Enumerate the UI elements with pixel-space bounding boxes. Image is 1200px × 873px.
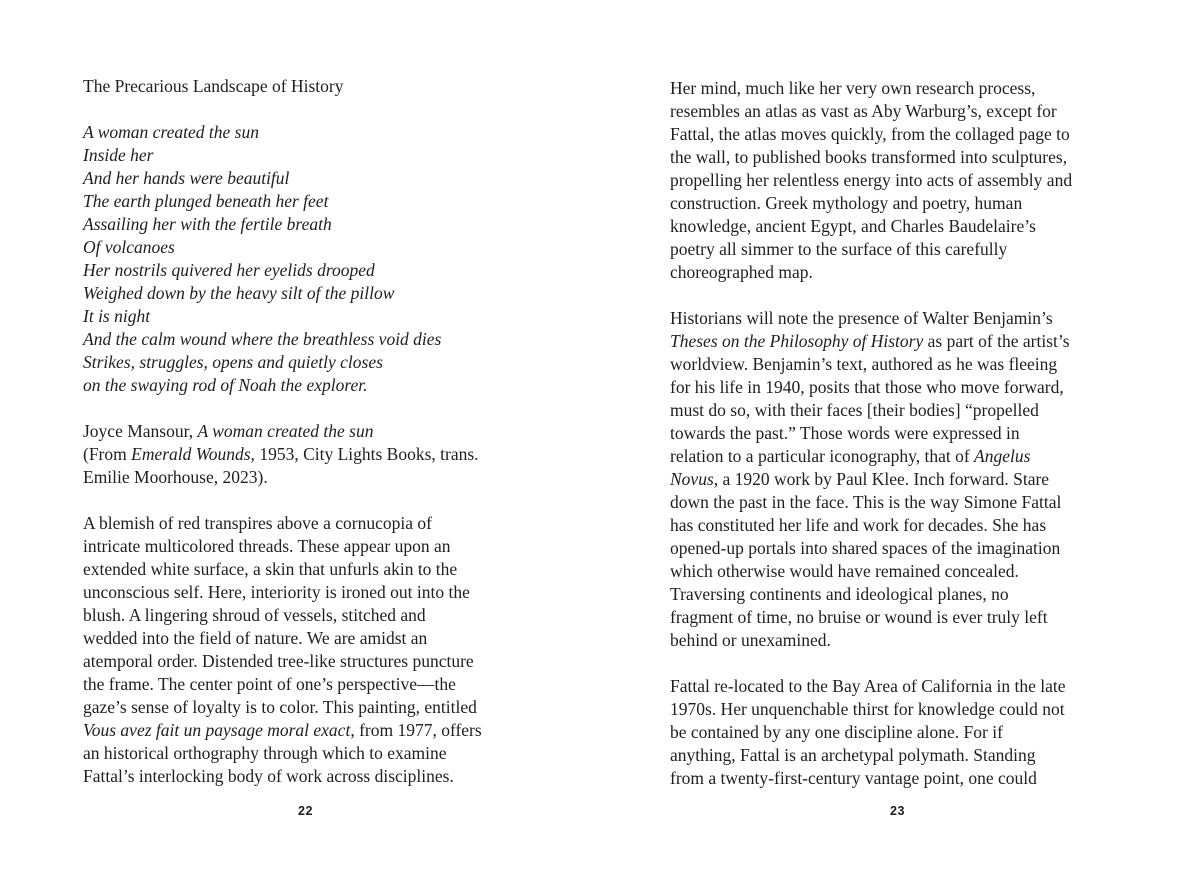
text-line bbox=[670, 767, 1150, 790]
text-segment: Inside her bbox=[83, 145, 154, 165]
text-segment: worldview. Benjamin’s text, authored as he was fleeing bbox=[670, 354, 1058, 374]
text-line bbox=[83, 121, 553, 144]
text-segment: Fattal’s interlocking body of work across disciplines. bbox=[83, 766, 454, 786]
text-segment: relation to a particular iconography, that of bbox=[670, 446, 975, 466]
text-line bbox=[83, 535, 553, 558]
text-segment: , from 1977, offers bbox=[350, 720, 482, 740]
text-line bbox=[83, 213, 553, 236]
text-line bbox=[670, 238, 1150, 261]
text-line bbox=[670, 353, 1150, 376]
text-line bbox=[670, 583, 1150, 606]
text-segment: (From bbox=[83, 444, 132, 464]
text-segment: knowledge, ancient Egypt, and Charles Baudelaire’s bbox=[670, 216, 1036, 236]
text-segment: Emerald Wounds, bbox=[131, 444, 255, 464]
text-line bbox=[670, 537, 1150, 560]
text-segment: Fattal re-located to the Bay Area of California in the late bbox=[670, 676, 1066, 696]
text-segment: And her hands were beautiful bbox=[83, 168, 290, 188]
text-line bbox=[670, 468, 1150, 491]
text-segment: must do so, with their faces [their bodies] “propelled bbox=[670, 400, 1039, 420]
text-line bbox=[83, 351, 553, 374]
chapter-title: The Precarious Landscape of History bbox=[83, 76, 344, 96]
right-page-text-column bbox=[670, 77, 1150, 790]
text-line bbox=[83, 558, 553, 581]
text-line bbox=[670, 192, 1150, 215]
text-segment: And the calm wound where the breathless void dies bbox=[83, 329, 442, 349]
text-line bbox=[670, 261, 1150, 284]
text-line bbox=[670, 629, 1150, 652]
right-body-paragraph-3 bbox=[670, 675, 1150, 790]
text-line bbox=[83, 443, 553, 466]
text-line bbox=[670, 215, 1150, 238]
text-segment: wedded into the field of nature. We are amidst an bbox=[83, 628, 428, 648]
text-line bbox=[670, 560, 1150, 583]
text-line bbox=[670, 169, 1150, 192]
text-line bbox=[83, 696, 553, 719]
text-segment: Novus bbox=[670, 469, 714, 489]
text-segment: construction. Greek mythology and poetry, human bbox=[670, 193, 1023, 213]
text-line bbox=[83, 719, 553, 742]
text-line bbox=[670, 399, 1150, 422]
text-segment: resembles an atlas as vast as Aby Warburg’s, except for bbox=[670, 101, 1057, 121]
text-line bbox=[670, 698, 1150, 721]
left-page-text-column bbox=[83, 75, 553, 788]
text-segment: opened-up portals into shared spaces of the imagination bbox=[670, 538, 1061, 558]
text-segment: choreographed map. bbox=[670, 262, 813, 282]
text-segment: Theses on the Philosophy of History bbox=[670, 331, 924, 351]
text-segment: It is night bbox=[83, 306, 151, 326]
text-segment: Joyce Mansour, bbox=[83, 421, 198, 441]
text-segment: has constituted her life and work for decades. She has bbox=[670, 515, 1047, 535]
text-line bbox=[83, 259, 553, 282]
text-segment: be contained by any one discipline alone. For if bbox=[670, 722, 1003, 742]
text-line bbox=[83, 420, 553, 443]
text-line bbox=[83, 282, 553, 305]
text-segment: Vous avez fait un paysage moral exact bbox=[83, 720, 351, 740]
page-number-right: 23 bbox=[889, 804, 906, 818]
text-segment: the wall, to published books transformed into sculptures, bbox=[670, 147, 1068, 167]
text-line bbox=[670, 744, 1150, 767]
text-line bbox=[83, 742, 553, 765]
text-segment: Fattal, the atlas moves quickly, from the collaged page to bbox=[670, 124, 1070, 144]
text-line bbox=[670, 376, 1150, 399]
text-segment: behind or unexamined. bbox=[670, 630, 831, 650]
text-line bbox=[670, 606, 1150, 629]
text-segment: Emilie Moorhouse, 2023). bbox=[83, 467, 268, 487]
text-line bbox=[83, 512, 553, 535]
text-line bbox=[83, 466, 553, 489]
text-line bbox=[83, 604, 553, 627]
right-page bbox=[600, 0, 1200, 873]
text-segment: blush. A lingering shroud of vessels, stitched and bbox=[83, 605, 426, 625]
text-segment: for his life in 1940, posits that those who move forward, bbox=[670, 377, 1064, 397]
text-segment: an historical orthography through which to examine bbox=[83, 743, 447, 763]
text-line bbox=[670, 491, 1150, 514]
text-line bbox=[83, 328, 553, 351]
text-line bbox=[83, 236, 553, 259]
text-line bbox=[83, 673, 553, 696]
text-line bbox=[83, 765, 553, 788]
text-segment: Angelus bbox=[974, 446, 1031, 466]
poem bbox=[83, 121, 553, 397]
text-line bbox=[83, 190, 553, 213]
text-segment: Historians will note the presence of Walter Benjamin’s bbox=[670, 308, 1053, 328]
text-line bbox=[83, 374, 553, 397]
text-line bbox=[670, 422, 1150, 445]
text-segment: The earth plunged beneath her feet bbox=[83, 191, 329, 211]
text-line bbox=[670, 445, 1150, 468]
text-segment: A blemish of red transpires above a cornucopia of bbox=[83, 513, 432, 533]
text-segment: atemporal order. Distended tree-like structures puncture bbox=[83, 651, 474, 671]
text-segment: anything, Fattal is an archetypal polymath. Standing bbox=[670, 745, 1036, 765]
right-body-paragraph-1 bbox=[670, 77, 1150, 284]
text-segment: fragment of time, no bruise or wound is ever truly left bbox=[670, 607, 1048, 627]
text-line bbox=[83, 305, 553, 328]
text-segment: poetry all simmer to the surface of this carefully bbox=[670, 239, 1008, 259]
text-segment: extended white surface, a skin that unfurls akin to the bbox=[83, 559, 458, 579]
text-line bbox=[670, 77, 1150, 100]
text-segment: intricate multicolored threads. These appear upon an bbox=[83, 536, 451, 556]
text-line bbox=[83, 650, 553, 673]
text-segment: A woman created the sun bbox=[197, 421, 374, 441]
text-segment: which otherwise would have remained concealed. bbox=[670, 561, 1019, 581]
left-body-paragraph bbox=[83, 512, 553, 788]
text-segment: 1953, City Lights Books, trans. bbox=[254, 444, 479, 464]
text-line bbox=[83, 167, 553, 190]
text-segment: gaze’s sense of loyalty is to color. This painting, entitled bbox=[83, 697, 477, 717]
text-line bbox=[83, 144, 553, 167]
page-number-left: 22 bbox=[297, 804, 314, 818]
text-segment: Her nostrils quivered her eyelids drooped bbox=[83, 260, 375, 280]
text-segment: down the past in the face. This is the way Simone Fattal bbox=[670, 492, 1062, 512]
text-segment: towards the past.” Those words were expressed in bbox=[670, 423, 1020, 443]
text-line bbox=[83, 581, 553, 604]
text-segment: A woman created the sun bbox=[83, 122, 259, 142]
text-line bbox=[670, 330, 1150, 353]
text-segment: Strikes, struggles, opens and quietly closes bbox=[83, 352, 383, 372]
text-line bbox=[670, 514, 1150, 537]
text-segment: from a twenty-first-century vantage point, one could bbox=[670, 768, 1037, 788]
text-line bbox=[83, 627, 553, 650]
text-segment: Of volcanoes bbox=[83, 237, 175, 257]
text-segment: Her mind, much like her very own research process, bbox=[670, 78, 1036, 98]
text-segment: on the swaying rod of Noah the explorer. bbox=[83, 375, 368, 395]
text-line bbox=[670, 675, 1150, 698]
text-segment: Weighed down by the heavy silt of the pillow bbox=[83, 283, 395, 303]
text-segment: unconscious self. Here, interiority is ironed out into the bbox=[83, 582, 470, 602]
text-segment: , a 1920 work by Paul Klee. Inch forward. Stare bbox=[713, 469, 1050, 489]
text-segment: Traversing continents and ideological planes, no bbox=[670, 584, 1009, 604]
text-line bbox=[670, 123, 1150, 146]
text-segment: the frame. The center point of one’s perspective—the bbox=[83, 674, 456, 694]
poem-attribution bbox=[83, 420, 553, 489]
text-line bbox=[670, 146, 1150, 169]
text-segment: Assailing her with the fertile breath bbox=[83, 214, 332, 234]
right-body-paragraph-2 bbox=[670, 307, 1150, 652]
text-segment: propelling her relentless energy into acts of assembly and bbox=[670, 170, 1073, 190]
text-segment: as part of the artist’s bbox=[923, 331, 1070, 351]
text-line bbox=[670, 307, 1150, 330]
text-line bbox=[670, 100, 1150, 123]
text-line bbox=[670, 721, 1150, 744]
text-segment: 1970s. Her unquenchable thirst for knowledge could not bbox=[670, 699, 1065, 719]
